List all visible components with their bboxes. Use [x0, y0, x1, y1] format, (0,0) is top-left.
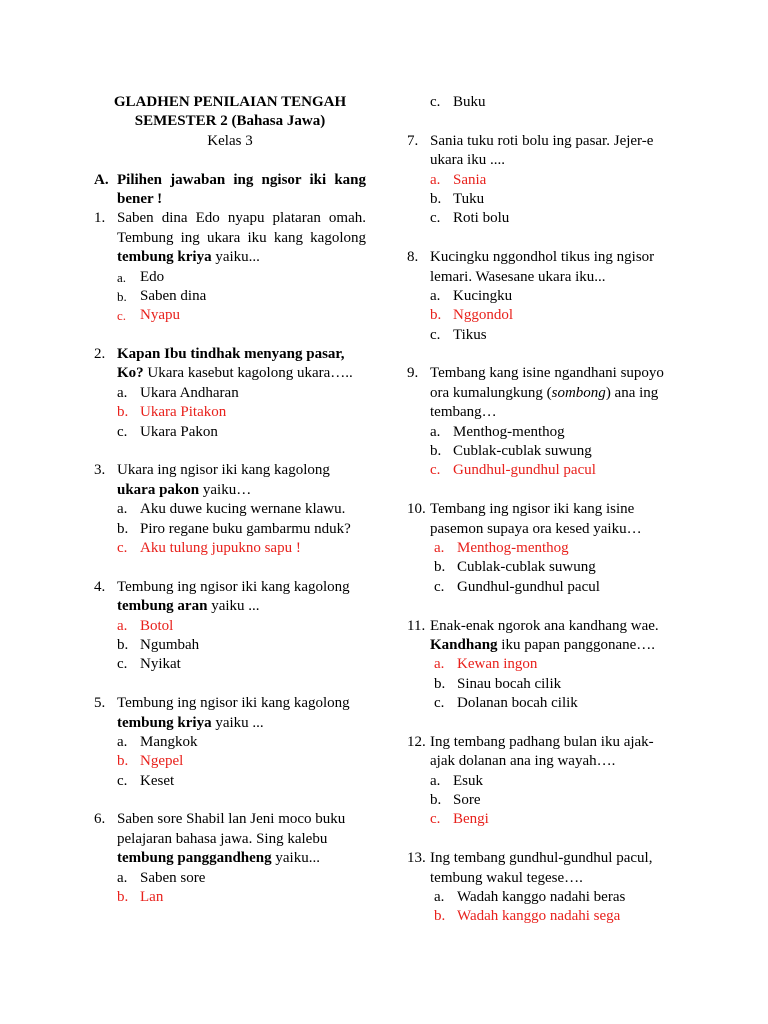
- right-column: [407, 93, 672, 927]
- option-c[interactable]: c. Dolanan bocah cilik: [434, 695, 578, 712]
- option-b[interactable]: b. Sore: [430, 792, 481, 809]
- option-c[interactable]: c. Gundhul-gundhul pacul: [434, 578, 600, 595]
- option-b-answer[interactable]: b. Ngepel: [117, 753, 184, 770]
- class-label: Kelas 3: [207, 132, 253, 149]
- question-6: 6. Saben sore Shabil lan Jeni moco buku pelajaran bahasa jawa. Sing kalebu tembung panggandheng yaiku... a. Saben sore b. Lan: [94, 810, 366, 907]
- question-8: 8. Kucingku nggondhol tikus ing ngisor lemari. Wasesane ukara iku... a. Kucingku b. Nggondol c. Tikus: [407, 248, 672, 345]
- question-4: 4. Tembung ing ngisor iki kang kagolong tembung aran yaiku ... a. Botol b. Ngumbah c. Nyikat: [94, 578, 366, 675]
- option-b[interactable]: b. Cublak-cublak suwung: [434, 559, 596, 576]
- option-b-answer[interactable]: b. Ukara Pitakon: [117, 404, 227, 421]
- left-column: [94, 93, 366, 907]
- option-a[interactable]: a. Kucingku: [430, 287, 513, 304]
- option-b[interactable]: b. Tuku: [430, 190, 485, 207]
- option-a-answer[interactable]: a. Botol: [117, 617, 174, 634]
- question-10: 10. Tembang ing ngisor iki kang isine pasemon supaya ora kesed yaiku… a. Menthog-menthog b. Cublak-cublak suwung c. Gundhul-gundhul pacul: [407, 500, 672, 597]
- option-a[interactable]: a. Wadah kanggo nadahi beras: [434, 889, 626, 906]
- question-13: 13. Ing tembang gundhul-gundhul pacul, tembung wakul tegese…. a. Wadah kanggo nadahi beras b. Wadah kanggo nadahi sega: [407, 849, 672, 927]
- option-b-answer[interactable]: b. Lan: [117, 889, 164, 906]
- option-c[interactable]: c. Tikus: [430, 326, 487, 343]
- question-3: 3. Ukara ing ngisor iki kang kagolong ukara pakon yaiku… a. Aku duwe kucing wernane klawu. b. Piro regane buku gambarmu nduk? c. Aku tulung jupukno sapu !: [94, 461, 366, 558]
- option-a[interactable]: a. Saben sore: [117, 869, 206, 886]
- section-label: A.: [94, 171, 109, 188]
- option-c-answer[interactable]: c. Gundhul-gundhul pacul: [430, 462, 596, 479]
- option-b[interactable]: b. Sinau bocah cilik: [434, 675, 562, 692]
- option-a-answer[interactable]: a. Menthog-menthog: [434, 539, 569, 556]
- option-c-answer[interactable]: c. Bengi: [430, 811, 489, 828]
- option-c[interactable]: c. Roti bolu: [430, 210, 510, 227]
- exam-title-line2: SEMESTER 2 (Bahasa Jawa): [134, 113, 326, 130]
- question-11: 11. Enak-enak ngorok ana kandhang wae. Kandhang iku papan panggonane…. a. Kewan ingon b. Sinau bocah cilik c. Dolanan bocah cilik: [407, 617, 672, 714]
- option-b[interactable]: b. Saben dina: [117, 287, 207, 304]
- question-9: 9. Tembang kang isine ngandhani supoyo ora kumalungkung (sombong) ana ing tembang… a. Menthog-menthog b. Cublak-cublak suwung c. Gundhul-gundhul pacul: [407, 364, 672, 480]
- option-a-answer[interactable]: a. Kewan ingon: [434, 656, 538, 673]
- option-b[interactable]: b. Ngumbah: [117, 636, 200, 653]
- option-a[interactable]: a. Aku duwe kucing wernane klawu.: [117, 501, 346, 518]
- option-b[interactable]: b. Cublak-cublak suwung: [430, 443, 592, 460]
- option-c[interactable]: c. Nyikat: [117, 656, 181, 673]
- option-b-answer[interactable]: b. Nggondol: [430, 307, 513, 324]
- option-c-answer[interactable]: c. Aku tulung jupukno sapu !: [117, 539, 301, 556]
- option-b-answer[interactable]: b. Wadah kanggo nadahi sega: [434, 908, 621, 925]
- question-7: 7. Sania tuku roti bolu ing pasar. Jejer-e ukara iku .... a. Sania b. Tuku c. Roti bolu: [407, 132, 672, 229]
- option-a[interactable]: a. Edo: [117, 268, 165, 285]
- option-c[interactable]: c. Buku: [430, 94, 486, 110]
- exam-title-line1: GLADHEN PENILAIAN TENGAH: [113, 94, 347, 110]
- option-c[interactable]: c. Keset: [117, 772, 175, 789]
- option-a[interactable]: a. Menthog-menthog: [430, 423, 565, 440]
- option-a[interactable]: a. Ukara Andharan: [117, 384, 239, 401]
- option-c[interactable]: c. Ukara Pakon: [117, 423, 218, 440]
- question-1: 1. Saben dina Edo nyapu plataran omah. Tembung ing ukara iku kang kagolong tembung kriya yaiku... a. Edo b. Saben dina c. Nyapu: [94, 209, 366, 325]
- question-5: 5. Tembung ing ngisor iki kang kagolong tembung kriya yaiku ... a. Mangkok b. Ngepel c. Keset: [94, 694, 366, 791]
- option-a-answer[interactable]: a. Sania: [430, 171, 487, 188]
- option-b[interactable]: b. Piro regane buku gambarmu nduk?: [117, 520, 351, 537]
- question-2: 2. Kapan Ibu tindhak menyang pasar, Ko? Ukara kasebut kagolong ukara….. a. Ukara Andharan b. Ukara Pitakon c. Ukara Pakon: [94, 345, 366, 442]
- option-c-answer[interactable]: c. Nyapu: [117, 307, 180, 324]
- question-12: 12. Ing tembang padhang bulan iku ajak- ajak dolanan ana ing wayah…. a. Esuk b. Sore c. Bengi: [407, 733, 672, 830]
- section-instruction: A. Pilihen jawaban ing ngisor iki kang bener !: [94, 171, 366, 207]
- option-a[interactable]: a. Mangkok: [117, 733, 198, 750]
- option-a[interactable]: a. Esuk: [430, 772, 483, 789]
